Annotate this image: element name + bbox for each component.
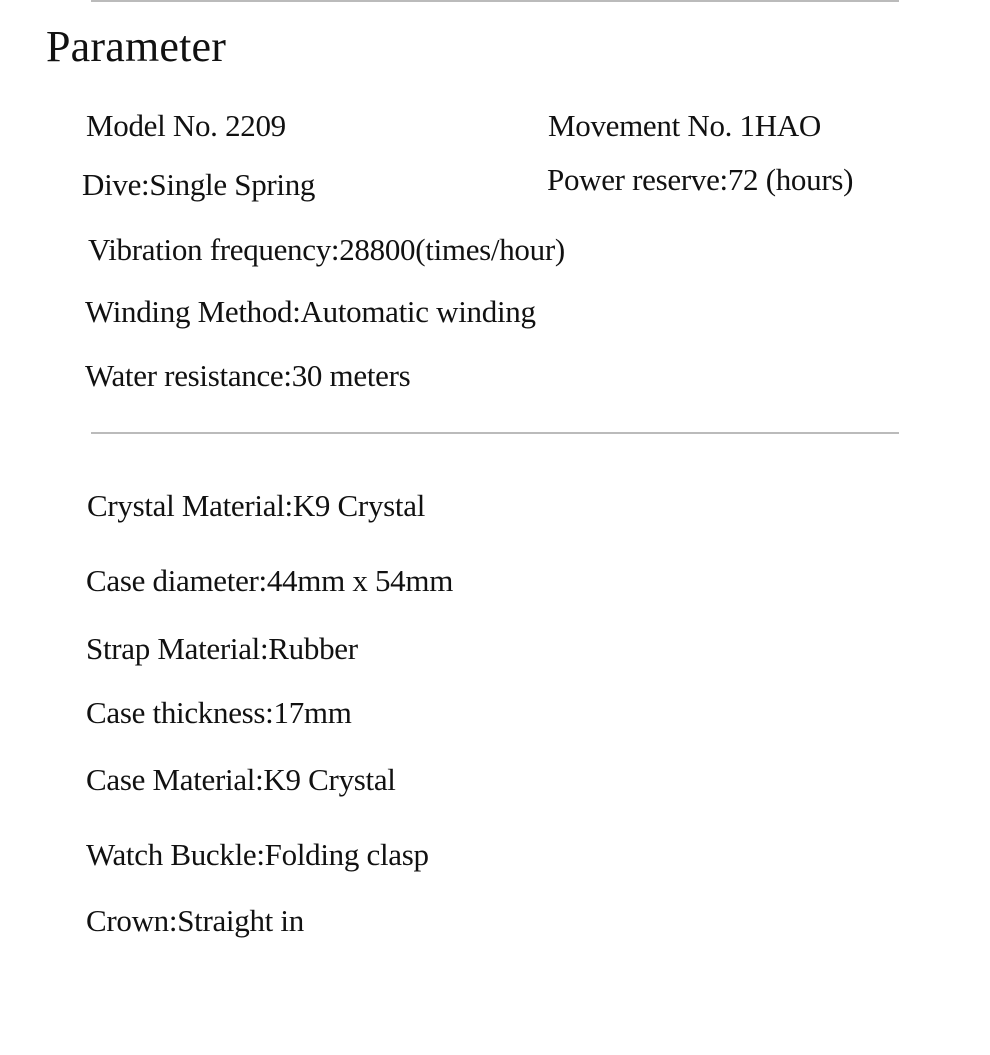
spec-model-no: Model No. 2209 xyxy=(86,108,286,143)
spec-dive: Dive:Single Spring xyxy=(82,167,316,202)
spec-case-diameter: Case diameter:44mm x 54mm xyxy=(86,563,454,598)
top-divider xyxy=(91,0,899,2)
spec-watch-buckle: Watch Buckle:Folding clasp xyxy=(86,837,429,872)
spec-winding-method: Winding Method:Automatic winding xyxy=(85,294,536,329)
spec-case-material: Case Material:K9 Crystal xyxy=(86,762,396,797)
section-title: Parameter xyxy=(46,22,227,71)
spec-case-thickness: Case thickness:17mm xyxy=(86,695,352,730)
spec-strap-material: Strap Material:Rubber xyxy=(86,631,358,666)
section-divider xyxy=(91,432,899,434)
spec-water-resistance: Water resistance:30 meters xyxy=(85,358,411,393)
spec-movement-no: Movement No. 1HAO xyxy=(548,108,822,143)
spec-crystal-material: Crystal Material:K9 Crystal xyxy=(87,488,426,523)
spec-power-reserve: Power reserve:72 (hours) xyxy=(547,162,854,197)
spec-vibration-frequency: Vibration frequency:28800(times/hour) xyxy=(88,232,565,267)
spec-crown: Crown:Straight in xyxy=(86,903,304,938)
